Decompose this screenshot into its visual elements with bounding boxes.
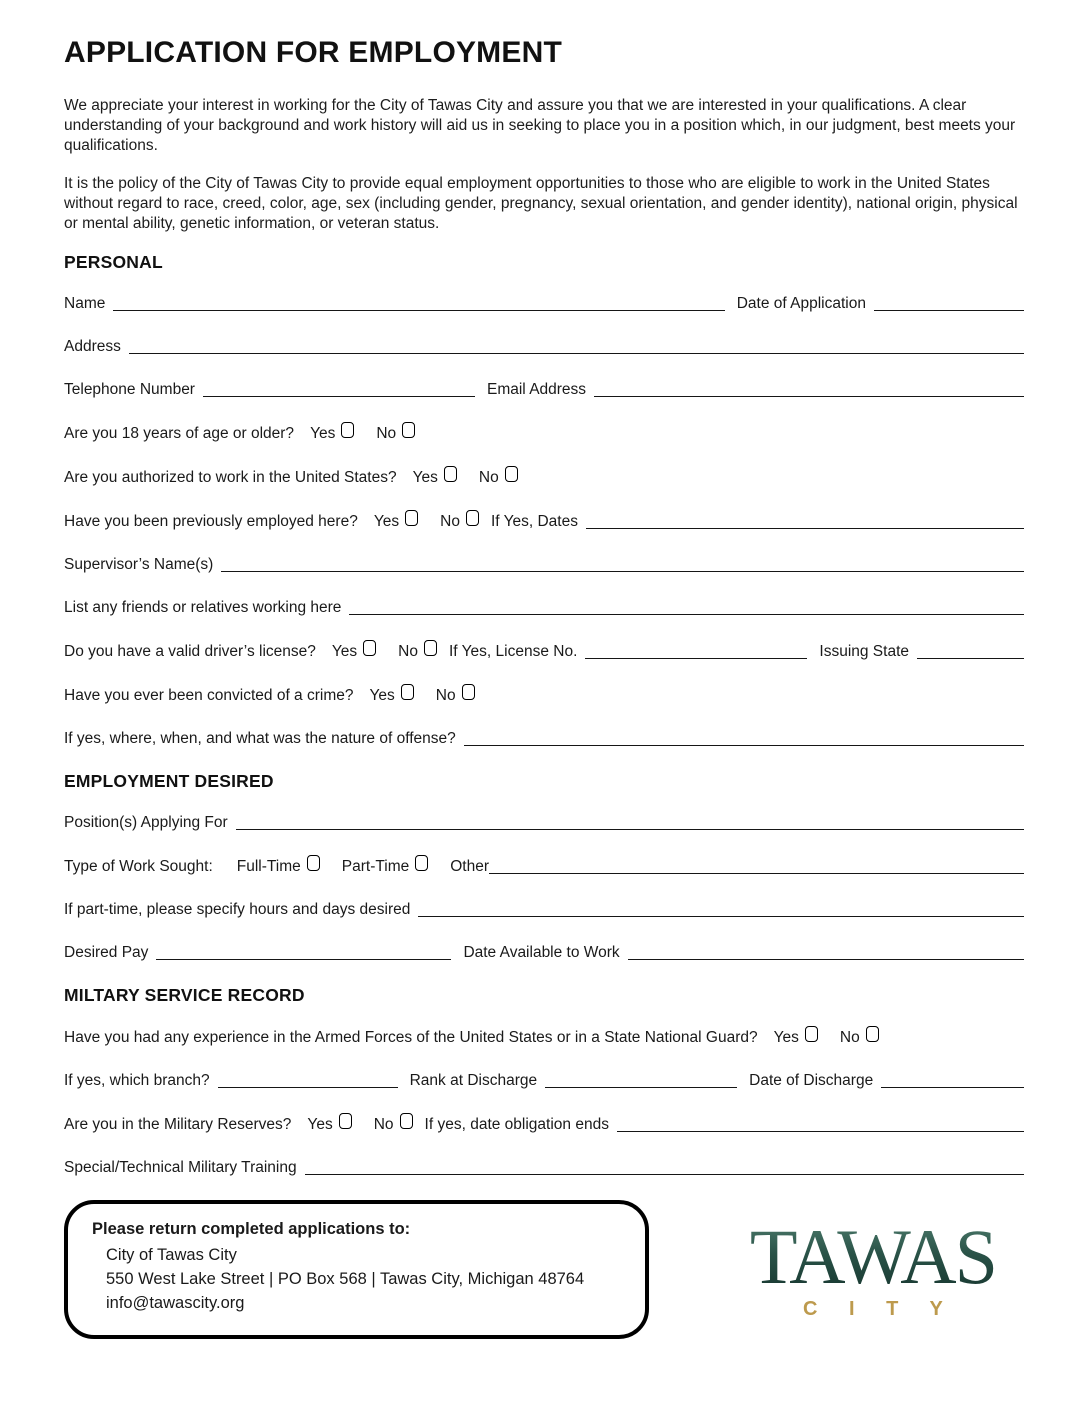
no-label: No [440,513,460,530]
street-address: 550 West Lake Street | PO Box 568 | Tawas City, Michigan 48764 [106,1270,585,1288]
license-no-checkbox[interactable] [424,640,437,656]
telephone-input-line[interactable] [203,396,475,397]
date-available-input-line[interactable] [628,959,1024,960]
no-label: No [435,687,456,704]
authorized-no-checkbox[interactable] [505,466,518,482]
date-available-label: Date Available to Work [463,944,620,961]
supervisor-input-line[interactable] [221,571,1024,572]
contact-email: info@tawascity.org [106,1294,245,1312]
if-yes-dates-label: If Yes, Dates [490,513,578,530]
authorized-question-label: Are you authorized to work in the United States? [64,469,397,486]
intro-paragraph-2: It is the policy of the City of Tawas City to provide equal employment opportunities to those who are eligible to work in the United States without regard to race, creed, color, age, sex (including gender, pregnancy, sexual orientation, and gender identity), national origin, physical or mental ability, genetic information, or veteran status. [64,175,1018,232]
yes-label: Yes [412,469,438,486]
military-training-input-line[interactable] [305,1174,1024,1175]
previously-employed-question-label: Have you been previously employed here? [64,513,358,530]
license-yes-checkbox[interactable] [363,640,376,656]
military-training-label: Special/Technical Military Training [64,1159,297,1176]
issuing-state-input-line[interactable] [917,658,1024,659]
part-time-label: Part-Time [341,858,410,875]
reserves-question-label: Are you in the Military Reserves? [64,1116,292,1133]
positions-label: Position(s) Applying For [64,814,228,831]
email-input-line[interactable] [594,396,1024,397]
drivers-license-row [64,640,1024,663]
previously-employed-row [64,510,1024,533]
employment-desired-section-heading: EMPLOYMENT DESIRED [64,771,274,791]
yes-label: Yes [373,513,400,530]
full-time-label: Full-Time [236,858,301,875]
age-yes-checkbox[interactable] [341,422,354,438]
full-time-checkbox[interactable] [307,855,320,871]
footer [64,1200,1024,1339]
authorized-yes-checkbox[interactable] [444,466,457,482]
positions-input-line[interactable] [236,829,1024,830]
military-training-row [64,1157,1024,1179]
if-yes-license-label: If Yes, License No. [449,643,578,660]
reserves-row [64,1113,1024,1136]
age-no-checkbox[interactable] [402,422,415,438]
no-label: No [839,1029,860,1046]
issuing-state-label: Issuing State [819,643,909,660]
branch-row [64,1070,1024,1092]
other-input-line[interactable] [489,873,1024,874]
reserves-yes-checkbox[interactable] [339,1113,352,1129]
logo-wordmark: TAWAS [749,1213,996,1300]
type-of-work-label: Type of Work Sought: [64,858,213,875]
no-label: No [478,469,499,486]
friends-relatives-row [64,597,1024,619]
positions-row [64,812,1024,834]
tawas-city-logo [749,1213,996,1321]
crime-yes-checkbox[interactable] [401,684,414,700]
age-question-row [64,422,1024,445]
no-label: No [373,1116,394,1133]
rank-label: Rank at Discharge [409,1072,538,1089]
drivers-license-question-label: Do you have a valid driver’s license? [64,643,316,660]
address-input-line[interactable] [129,353,1024,354]
previously-employed-no-checkbox[interactable] [466,510,479,526]
rank-input-line[interactable] [545,1087,737,1088]
name-row [64,293,1024,315]
date-of-application-input-line[interactable] [874,310,1024,311]
crime-question-label: Have you ever been convicted of a crime? [64,687,354,704]
yes-label: Yes [331,643,358,660]
branch-input-line[interactable] [218,1087,398,1088]
yes-label: Yes [369,687,395,704]
age-question-label: Are you 18 years of age or older? [64,425,295,442]
logo-subtitle: C I T Y [802,1298,956,1320]
military-section-heading: MILTARY SERVICE RECORD [64,985,305,1005]
armed-forces-question-row [64,1026,1024,1049]
supervisor-label: Supervisor’s Name(s) [64,556,214,573]
desired-pay-label: Desired Pay [64,944,149,961]
previous-dates-input-line[interactable] [586,528,1024,529]
page-title: APPLICATION FOR EMPLOYMENT [64,36,562,69]
other-label: Other [450,858,490,875]
address-row [64,336,1024,358]
name-label: Name [64,295,106,312]
yes-label: Yes [307,1116,333,1133]
yes-label: Yes [773,1029,799,1046]
obligation-ends-label: If yes, date obligation ends [424,1116,609,1133]
crime-question-row [64,684,1024,707]
reserves-no-checkbox[interactable] [400,1113,413,1129]
name-input-line[interactable] [113,310,724,311]
authorized-question-row [64,466,1024,489]
armed-forces-yes-checkbox[interactable] [805,1026,818,1042]
crime-no-checkbox[interactable] [462,684,475,700]
offense-row [64,728,1024,750]
friends-relatives-label: List any friends or relatives working here [64,599,342,616]
armed-forces-question-label: Have you had any experience in the Armed Forces of the United States or in a State National Guard? [64,1029,758,1046]
org-name: City of Tawas City [106,1246,237,1264]
no-label: No [398,643,418,660]
telephone-label: Telephone Number [64,381,195,398]
discharge-date-label: Date of Discharge [749,1072,874,1089]
personal-section-heading: PERSONAL [64,252,163,272]
friends-relatives-input-line[interactable] [349,614,1024,615]
intro-paragraph-1: We appreciate your interest in working for the City of Tawas City and assure you that we are interested in your qualifications. A clear understanding of your background and work history will aid us in seeking to place you in a position which, in our judgment, best meets your qualifications. [64,97,1016,154]
part-time-hours-label: If part-time, please specify hours and days desired [64,901,411,918]
offense-input-line[interactable] [464,745,1024,746]
part-time-hours-row [64,899,1024,921]
address-label: Address [64,338,121,355]
offense-label: If yes, where, when, and what was the nature of offense? [64,730,456,747]
part-time-checkbox[interactable] [415,855,428,871]
part-time-hours-input-line[interactable] [418,916,1024,917]
supervisor-row [64,554,1024,576]
obligation-ends-input-line[interactable] [617,1131,1024,1132]
no-label: No [376,425,397,442]
type-of-work-row [64,855,1024,878]
branch-label: If yes, which branch? [64,1072,210,1089]
discharge-date-input-line[interactable] [881,1087,1024,1088]
desired-pay-input-line[interactable] [156,959,451,960]
telephone-email-row [64,379,1024,401]
desired-pay-row [64,942,1024,964]
return-heading: Please return completed applications to: [92,1220,411,1238]
armed-forces-no-checkbox[interactable] [866,1026,879,1042]
date-of-application-label: Date of Application [736,295,866,312]
license-number-input-line[interactable] [585,658,807,659]
email-label: Email Address [486,381,587,398]
return-address-box [64,1200,649,1339]
yes-label: Yes [310,425,336,442]
previously-employed-yes-checkbox[interactable] [405,510,418,526]
